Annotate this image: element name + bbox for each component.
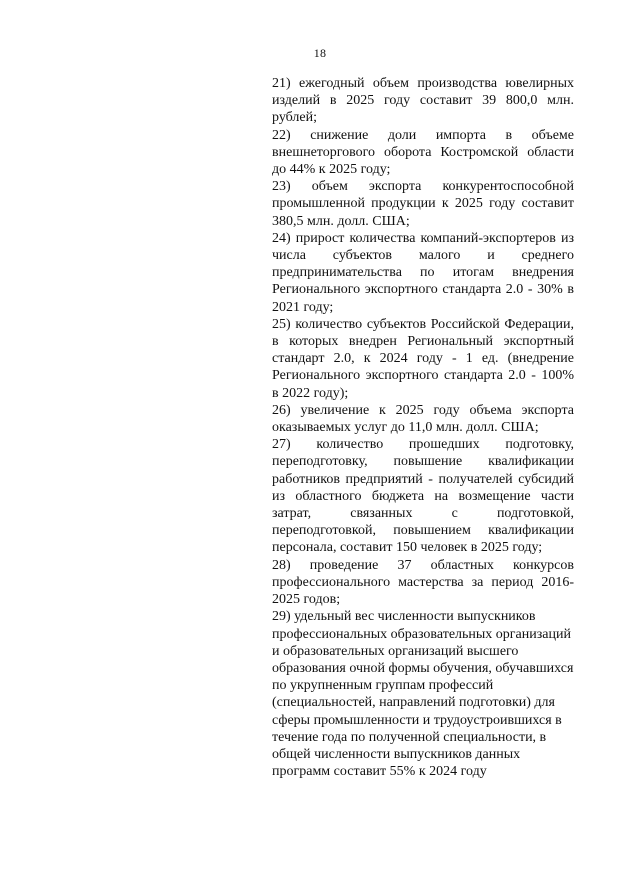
document-body [272,75,574,780]
list-item-28: 28) проведение 37 областных конкурсов профессионального мастерства за период 2016-2025 годов; [272,557,574,608]
list-item-24: 24) прирост количества компаний-экспортеров из числа субъектов малого и среднего предпринимательства по итогам внедрения Регионального экспортного стандарта 2.0 - 30% в 2021 году; [272,230,574,315]
list-item-23: 23) объем экспорта конкурентоспособной промышленной продукции к 2025 году составит 380,5 млн. долл. США; [272,179,574,229]
list-item-21: 21) ежегодный объем производства ювелирных изделий в 2025 году составит 39 800,0 млн. рублей; [272,76,574,126]
list-item-22: 22) снижение доли импорта в объеме внешнеторгового оборота Костромской области до 44% к 2025 году; [272,127,574,178]
list-item-26: 26) увеличение к 2025 году объема экспорта оказываемых услуг до 11,0 млн. долл. США; [272,402,574,436]
list-item-25: 25) количество субъектов Российской Федерации, в которых внедрен Региональный экспортный стандарт 2.0, к 2024 году - 1 ед. (внедрение Регионального экспортного стандарта 2.0 - 100% в 2022 году); [272,316,574,401]
list-item-29: 29) удельный вес численности выпускников профессиональных образовательных организаций и образовательных организаций высшего образования очной формы обучения, обучавшихся по укрупненным группам профессий (специальностей, направлений подготовки) для сферы промышленности и трудоустроившихся в течение года по полученной специальности, в общей численности выпускников данных программ составит 55% к 2024 году [272,609,574,780]
page-number: 18 [313,46,327,60]
list-item-27: 27) количество прошедших подготовку, переподготовку, повышение квалификации работников предприятий - получателей субсидий из областного бюджета на возмещение части затрат, связанных с подготовкой, переподготовкой, повышением квалификации персонала, составит 150 человек в 2025 году; [272,437,574,556]
